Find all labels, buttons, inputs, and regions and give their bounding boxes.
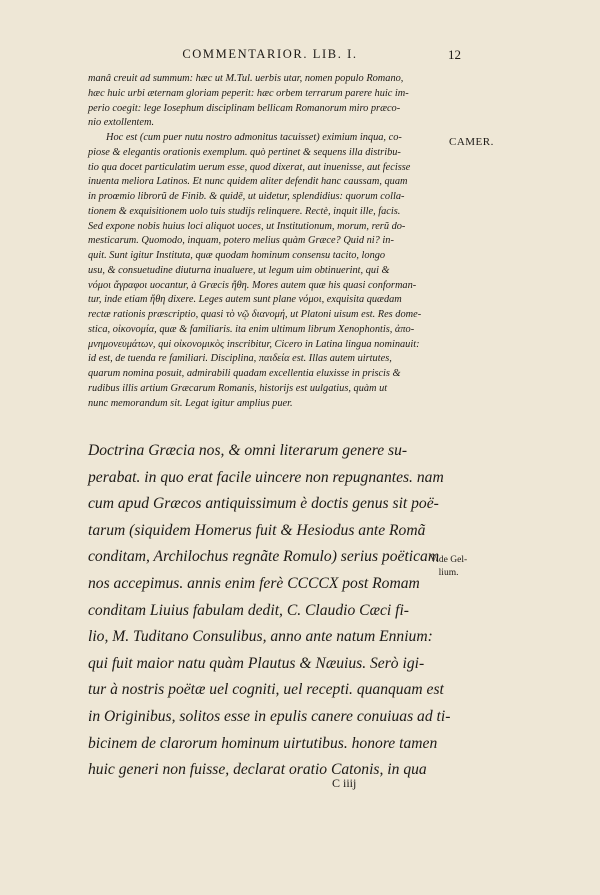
main-text-line: huic generi non fuisse, declarat oratio Catonis, in qua <box>88 761 427 779</box>
signature-mark: C iiij <box>332 776 357 790</box>
main-text-line: perabat. in quo erat facile uincere non repugnantes. nam <box>88 468 444 486</box>
margin-note-camer: CAMER. <box>449 136 494 148</box>
commentary-line: Hoc est (cum puer nutu nostro admonitus tacuisset) eximium inqua, co- <box>106 132 402 143</box>
main-text-line: conditam, Archilochus regnãte Romulo) serius poëticam <box>88 548 440 566</box>
commentary-line: νόμοι ἄγραφοι uocantur, à Græcis ἤθη. Mores autem quæ his quasi conforman- <box>88 279 417 291</box>
main-text-line: qui fuit maior natu quàm Plautus & Næuius. Serò igi- <box>88 654 425 672</box>
commentary-line: id est, de tuenda re familiari. Disciplina, παιδεία est. Illas autem uirtutes, <box>88 353 392 365</box>
main-text-line: lio, M. Tuditano Consulibus, anno ante natum Ennium: <box>88 628 433 646</box>
commentary-block <box>88 72 444 411</box>
margin-note-vide-gellium <box>430 554 467 580</box>
commentary-line: perio coegit: lege Iosephum disciplinam bellicam Romanorum miro præco- <box>88 102 401 114</box>
main-text-line: tarum (siquidem Homerus fuit & Hesiodus ante Romã <box>88 521 426 539</box>
commentary-line: mesticarum. Quomodo, inquam, potero melius quàm Græce? Quid ni? in- <box>88 235 394 247</box>
commentary-line: μνημονευμάτων, qui οἰκονομικὸς inscribitur, Cicero in Latina lingua nominauit: <box>88 338 420 350</box>
commentary-line: hæc huic urbi æternam gloriam peperit: hæc orbem terrarum parere huic im- <box>88 87 409 99</box>
commentary-line: nio extollentem. <box>88 117 155 129</box>
main-text-line: conditam Liuius fabulam dedit, C. Claudio Cæci fi- <box>88 601 409 619</box>
running-title: COMMENTARIOR. LIB. I. <box>182 47 358 61</box>
main-text-line: bicinem de clarorum hominum uirtutibus. honore tamen <box>88 734 438 752</box>
commentary-line: quarum nomina posuit, admirabili quadam excellentia eluxisse in priscis & <box>88 368 401 379</box>
main-text-line: Doctrina Græcia nos, & omni literarum genere su- <box>88 442 408 459</box>
commentary-line: tio qua docet particulatim uerum esse, quod dixerat, aut inuenisse, aut fecisse <box>88 161 411 173</box>
commentary-line: nunc memorandum sit. Legat igitur amplius puer. <box>88 397 293 409</box>
commentary-line: inuenta meliora Latinos. Et nunc quidem aliter defendit hanc caussam, quam <box>88 176 408 188</box>
commentary-line: usu, & consuetudine diuturna inualuere, ut legum uim obtinuerint, qui & <box>88 264 390 276</box>
page-number: 12 <box>448 47 461 62</box>
commentary-line: stica, οἰκονομία, quæ & familiaris. ita enim ultimum librum Xenophontis, ἀπο- <box>88 323 415 335</box>
commentary-line: manâ creuit ad summum: hæc ut M.Tul. uerbis utar, nomen populo Romano, <box>88 73 404 84</box>
commentary-line: piose & elegantis orationis exemplum. quò pertinet & sequens illa distribu- <box>88 146 401 158</box>
commentary-line: tionem & exquisitionem uolo tuis studijs relinquere. Rectè, inquit ille, facis. <box>88 205 401 217</box>
commentary-line: rudibus illis artium Græcarum Romanis, historijs est uulgatius, quàm ut <box>88 382 388 394</box>
main-text-line: tur à nostris poëtæ uel cogniti, uel recepti. quanquam est <box>88 681 444 699</box>
main-text-line: cum apud Græcos antiquissimum è doctis genus sit poë- <box>88 495 439 513</box>
commentary-line: quit. Sunt igitur Instituta, quæ quodam hominum consensu tacito, longo <box>88 250 386 261</box>
main-text-line: in Originibus, solitos esse in epulis canere conuiuas ad ti- <box>88 707 451 725</box>
commentary-line: rectæ rationis præscriptio, quasi τὸ νῷ διανομή, ut Platoni uisum est. Res dome- <box>88 309 422 320</box>
commentary-line: tur, inde etiam ἤθη dixere. Leges autem sunt plane νόμοι, exquisita quædam <box>88 294 402 306</box>
margin-note-line: lium. <box>438 568 459 578</box>
margin-note-line: Vide Gel- <box>430 555 468 565</box>
commentary-line: in proœmio librorũ de Finib. & quidē, ut uidetur, splendidius: quorum colla- <box>88 191 405 202</box>
commentary-line: Sed expone nobis huius loci aliquot uoces, ut Institutionum, morum, rerũ do- <box>88 220 406 232</box>
main-text-line: nos accepimus. annis enim ferè CCCCX post Romam <box>88 574 420 592</box>
